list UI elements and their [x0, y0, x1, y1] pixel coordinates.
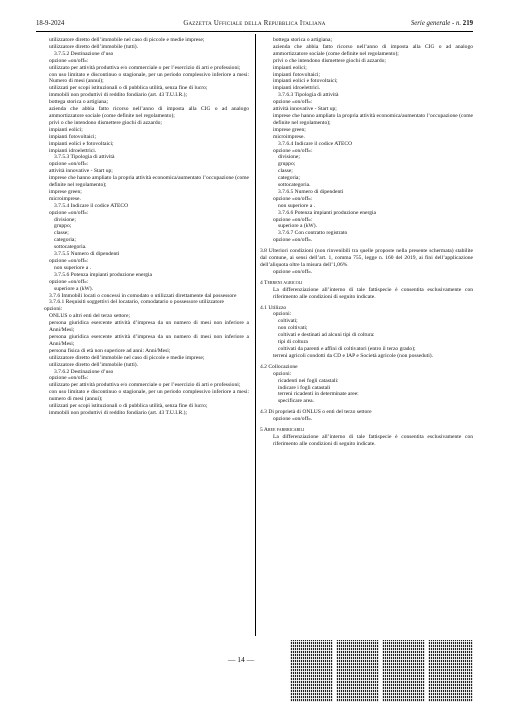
text-line: bottega storica o artigiana;: [49, 99, 108, 106]
text-line: sottocategoria.: [278, 182, 311, 189]
text-line: opzione «on/off»:: [273, 216, 313, 223]
text-line: categoria;: [54, 237, 76, 244]
text-line: superiore a (kW).: [54, 285, 93, 292]
text-line: 3.7.6.7 Con contratto registrato: [278, 230, 348, 237]
qr-code-strip: [290, 640, 473, 702]
text-line: 3.7.6.1 Requisiti soggettivi del locatario, comodatario o possessore utilizzatore: [49, 299, 224, 306]
text-line: opzione «on/off»:: [273, 195, 313, 202]
text-line: impianti fotovoltaici;: [273, 71, 320, 78]
header-issue-number: 219: [462, 20, 473, 27]
text-line: 3.7.6.6 Potenza impianti produzione energia: [278, 209, 377, 216]
text-line: utilizzati per scopi istituzionali o di pubblica utilità, senza fine di lucro;: [49, 403, 208, 410]
qr-code-image: [336, 640, 379, 702]
text-line: imprese che hanno ampliato la propria attività economica/aumentato l’occupazione (come definite nel regolamento);: [49, 175, 249, 189]
text-line: microimprese.: [49, 195, 81, 202]
text-line: imprese green;: [273, 126, 306, 133]
text-line: utilizzato per attività produttiva e/o commerciale o per l’esercizio di arti e professioni;: [49, 382, 241, 389]
text-line: bottega storica o artigiana;: [273, 37, 332, 43]
text-line: opzione «on/off»:: [273, 99, 313, 106]
text-line: 4.3 Di proprietà di ONLUS o enti del terzo settore: [260, 409, 372, 416]
text-line: ONLUS o altri enti del terzo settore;: [49, 313, 131, 320]
text-line: terreni ricadenti in determinate aree:: [278, 391, 359, 398]
text-line: coltivati e destinati ad alcuni tipi di coltura:: [278, 332, 375, 339]
text-line: attività innovative - Start up;: [273, 106, 337, 113]
text-line: indicare i fogli catastali: [278, 384, 331, 391]
text-line: non superiore a .: [54, 264, 91, 271]
text-line: impianti eolici;: [49, 126, 83, 133]
text-line: divisione;: [54, 216, 76, 223]
text-line: opzioni:: [44, 306, 63, 313]
text-line: opzione «on/off»:: [49, 278, 89, 285]
text-line: con uso limitato e discontinuo o stagionale, per un periodo complessivo inferiore a mesi: numero di mesi (annui);: [49, 389, 249, 403]
text-line: classe;: [54, 230, 69, 237]
header-date: 18-9-2024: [36, 20, 65, 27]
text-line: utilizzato per attività produttiva e/o commerciale o per l’esercizio di arti e professioni;: [49, 64, 241, 71]
text-line: sottocategoria.: [54, 244, 87, 251]
text-line: privi o che intendono dismettere giochi di azzardo;: [273, 57, 386, 64]
left-column: [36, 37, 249, 417]
right-column: [260, 37, 473, 448]
text-line: La differenziazione all’interno di tale fattispecie è consentita esclusivamente con riferimento alle condizioni di seguito indicate.: [273, 286, 473, 300]
text-line: persona fisica di età non superiore ad anni: Anni/Mesi;: [49, 347, 171, 354]
text-line: 3.8 Ulteriori condizioni (non rinvenibili tra quelle proposte nella presente schermata) stabilite dal comune, ai sensi dell’art. 1, comma 755, legge n. 160 del 2019, ai fini dell’applicazione dell’aliquota oltre la misura dell’1,06%: [260, 248, 473, 268]
text-line: 3.7.6.5 Numero di dipendenti: [278, 188, 344, 195]
text-line: opzione «on/off».: [273, 237, 313, 244]
header-series: [411, 18, 473, 30]
text-line: opzione «on/off».: [273, 416, 313, 423]
qr-code-image: [382, 640, 425, 702]
text-line: gruppo;: [54, 223, 72, 230]
text-line: privi o che intendono dismettere giochi di azzardo;: [49, 119, 162, 126]
header-title: Gazzetta Ufficiale della Repubblica Italiana: [183, 20, 326, 27]
text-line: attività innovative - Start up;: [49, 168, 113, 175]
text-line: utilizzatore diretto dell’immobile nel caso di piccole e medie imprese;: [49, 37, 205, 43]
text-line: non coltivati;: [278, 325, 308, 332]
text-line: 4.2 Collocazione: [260, 363, 298, 370]
text-line: 5 Aree fabbricabili: [260, 427, 305, 434]
text-line: 4 Terreni agricoli: [260, 279, 303, 286]
text-line: 3.7.5.5 Numero di dipendenti: [54, 251, 120, 258]
qr-code-image: [290, 640, 333, 702]
text-line: azienda che abbia fatto ricorso nell’anno di imposta alla CIG o ad analogo ammortizzatore sociale (come definite nel regolamento);: [273, 43, 473, 57]
text-line: opzione «on/off»:: [49, 375, 89, 382]
text-line: opzione «on/off»:: [49, 258, 89, 264]
text-line: opzione «on/off»:: [49, 209, 89, 216]
text-line: ricadenti nei fogli catastali:: [278, 377, 339, 384]
text-line: gruppo;: [278, 161, 296, 168]
header-rule: [36, 31, 473, 32]
text-line: superiore a (kW).: [278, 223, 317, 230]
text-line: coltivati;: [278, 318, 298, 325]
text-line: 3.7.5.3 Tipologia di attività: [54, 154, 115, 161]
text-line: impianti eolici e fotovoltaici;: [273, 78, 338, 85]
text-line: impianti idroelettrici.: [273, 85, 321, 92]
text-line: impianti idroelettrici.: [49, 147, 97, 154]
text-line: opzione «on/off»:: [49, 57, 89, 64]
text-line: categoria;: [278, 175, 300, 182]
text-line: opzione «on/off»:: [49, 161, 89, 168]
page-number: — 14 —: [227, 655, 255, 664]
text-line: non superiore a .: [278, 202, 315, 209]
text-line: La differenziazione all’interno di tale fattispecie è consentita esclusivamente con riferimento alle condizioni di seguito indicate.: [273, 433, 473, 447]
text-line: utilizzatore diretto dell’immobile nel caso di piccole e medie imprese;: [49, 354, 205, 361]
text-line: immobili non produttivi di reddito fondiario (art. 43 T.U.I.R.);: [49, 409, 187, 416]
page-header: [36, 18, 473, 30]
text-line: azienda che abbia fatto ricorso nell’anno di imposta alla CIG o ad analogo ammortizzatore sociale (come definite nel regolamento);: [49, 106, 249, 119]
text-line: tipi di coltura: [278, 339, 308, 346]
header-number-prefix: - n.: [450, 20, 463, 27]
text-line: terreni agricoli condotti da CD e IAP e Società agricole (non posseduti).: [273, 352, 433, 359]
text-line: impianti eolici e fotovoltaici;: [49, 140, 114, 147]
text-line: 3.7.5.4 Indicare il codice ATECO: [54, 202, 129, 209]
text-line: opzione «on/off».: [273, 268, 313, 275]
text-line: impianti eolici;: [273, 64, 307, 71]
text-line: 3.7.6.2 Destinazione d’uso: [54, 368, 114, 375]
column-divider: [255, 34, 256, 636]
text-line: impianti fotovoltaici;: [49, 133, 96, 140]
text-line: 3.7.6 Immobili locati o concessi in comodato o utilizzati direttamente dal possessore: [49, 292, 237, 299]
text-line: 3.7.6.4 Indicare il codice ATECO: [278, 140, 353, 147]
text-line: imprese che hanno ampliato la propria attività economica/aumentato l’occupazione (come definite nel regolamento);: [273, 112, 473, 126]
text-line: imprese green;: [49, 188, 82, 195]
text-line: specificare area.: [278, 398, 315, 405]
text-line: opzioni:: [273, 311, 292, 318]
text-line: con uso limitato e discontinuo o stagionale, per un periodo complessivo inferiore a mesi: Numero di mesi (annui);: [49, 71, 249, 85]
text-line: persona giuridica esercente attività d’impresa da un numero di mesi non inferiore a Anni/Mesi;: [49, 333, 249, 347]
text-line: 4.1 Utilizzo: [260, 304, 287, 311]
text-line: divisione;: [278, 154, 300, 161]
text-line: 3.7.5.6 Potenza impianti produzione energia: [54, 271, 153, 278]
text-line: opzione «on/off»:: [273, 147, 313, 154]
text-line: utilizzatore diretto dell’immobile (tutti).: [49, 361, 139, 368]
text-line: 3.7.5.2 Destinazione d’uso: [54, 50, 114, 57]
text-line: utilizzatore diretto dell’immobile (tutti).: [49, 43, 139, 50]
qr-code-image: [428, 640, 473, 702]
text-line: classe;: [278, 168, 293, 175]
text-line: opzioni:: [273, 370, 292, 377]
text-line: 3.7.6.3 Tipologia di attività: [278, 92, 339, 99]
text-line: immobili non produttivi di reddito fondiario (art. 43 T.U.I.R.);: [49, 92, 187, 99]
text-line: microimprese.: [273, 133, 305, 140]
header-series-name: Serie generale: [410, 20, 451, 27]
text-line: persona giuridica esercente attività d’impresa da un numero di mesi non inferiore a Anni/Mesi;: [49, 320, 249, 334]
text-line: utilizzati per scopi istituzionali o di pubblica utilità, senza fine di lucro;: [49, 85, 208, 92]
text-line: coltivati da parenti e affini di coltivatori (entro il terzo grado);: [278, 345, 416, 352]
